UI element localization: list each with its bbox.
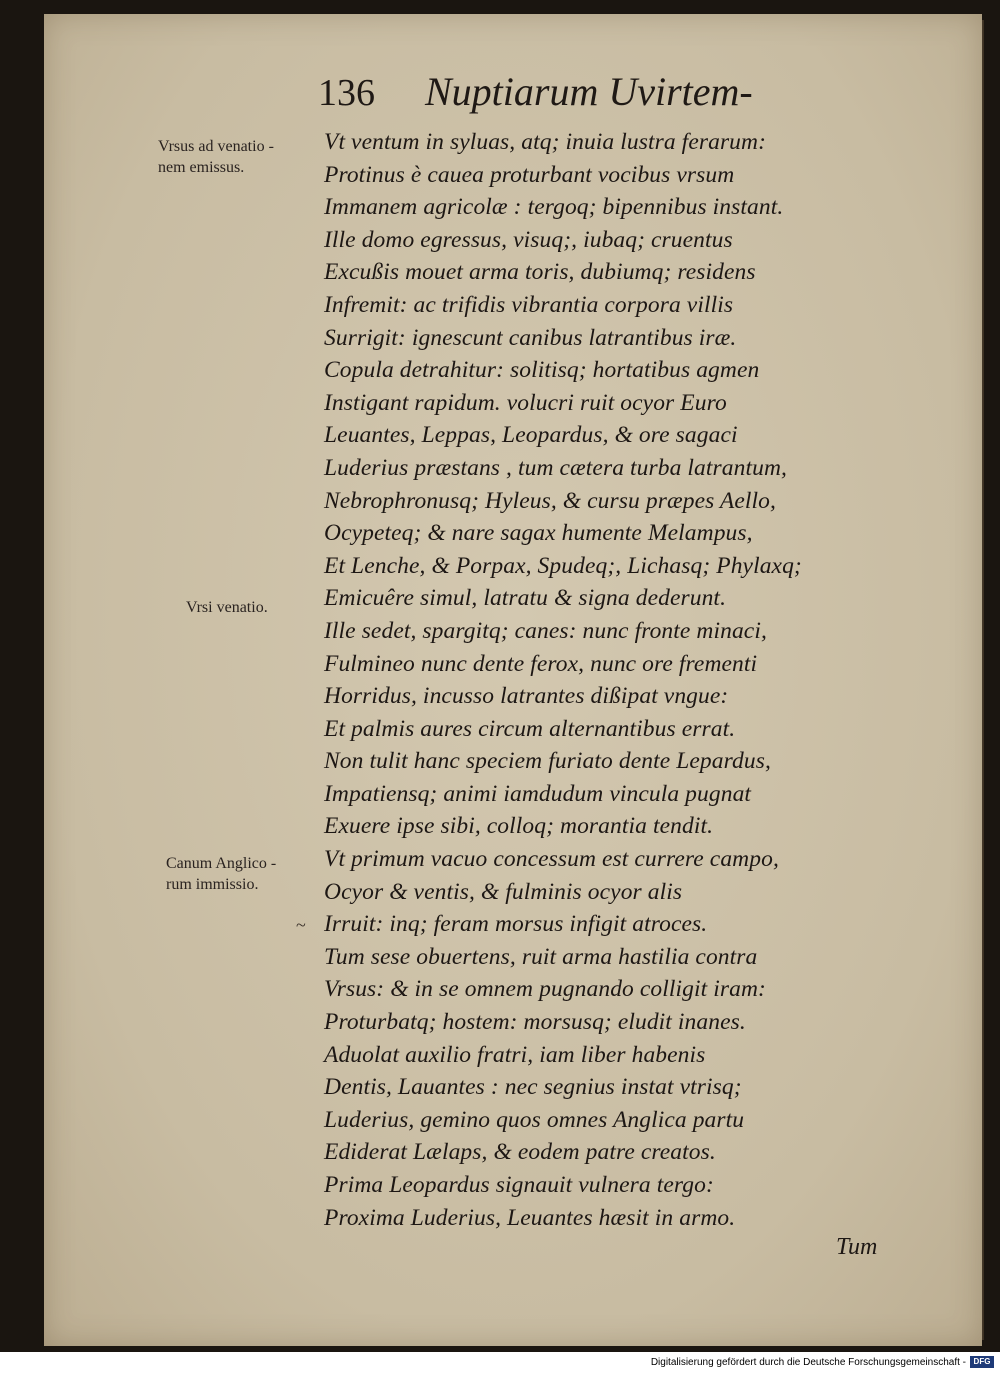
page-number: 136: [318, 72, 375, 114]
text-line: Instigant rapidum. volucri ruit ocyor Euro: [324, 389, 727, 416]
text-line: Impatiensq; animi iamdudum vincula pugnat: [324, 780, 752, 807]
text-line: Luderius præstans , tum cætera turba latrantum,: [324, 454, 787, 481]
text-line: Ocypeteq; & nare sagax humente Melampus,: [324, 520, 753, 547]
text-line: Immanem agricolæ : tergoq; bipennibus instant.: [324, 194, 784, 221]
running-title: Nuptiarum Uvirtem-: [425, 69, 753, 114]
text-line: Et Lenche, & Porpax, Spudeq;, Lichasq; Phylaxq;: [324, 552, 802, 579]
text-line: Vt ventum in syluas, atq; inuia lustra ferarum:: [324, 129, 767, 155]
text-line: Surrigit: ignescunt canibus latrantibus iræ.: [324, 324, 737, 351]
text-line: Infremit: ac trifidis vibrantia corpora villis: [324, 291, 734, 318]
text-line: Nebrophronusq; Hyleus, & cursu præpes Aello,: [324, 487, 776, 514]
poem-text: [324, 126, 884, 1234]
text-line: Irruit: inq; feram morsus infigit atroces.: [324, 911, 708, 938]
text-line: Fulmineo nunc dente ferox, nunc ore frementi: [324, 650, 758, 677]
marginal-note-line: Canum Anglico -: [166, 855, 277, 872]
text-line: Ille sedet, spargitq; canes: nunc fronte minaci,: [324, 617, 767, 644]
funding-credit: Digitalisierung gefördert durch die Deutsche Forschungsgemeinschaft -: [650, 1357, 966, 1368]
page-header: [318, 68, 753, 118]
text-line: Leuantes, Leppas, Leopardus, & ore sagaci: [324, 422, 738, 449]
text-line: Protinus è cauea proturbant vocibus vrsum: [324, 161, 735, 188]
text-line: Proturbatq; hostem: morsusq; eludit inanes.: [324, 1009, 746, 1036]
ink-mark: ~: [296, 915, 306, 935]
text-line: Vrsus: & in se omnem pugnando colligit iram:: [324, 976, 766, 1003]
marginal-note-line: Vrsi venatio.: [186, 599, 268, 616]
text-line: Emicuêre simul, latratu & signa dederunt.: [324, 585, 727, 612]
text-line: Ocyor & ventis, & fulminis ocyor alis: [324, 878, 683, 905]
text-line: Excußis mouet arma toris, dubiumq; residens: [324, 259, 756, 286]
text-line: Aduolat auxilio fratri, iam liber habenis: [324, 1041, 706, 1068]
footer-bar: [0, 1352, 1000, 1373]
text-line: Copula detrahitur: solitisq; hortatibus agmen: [324, 357, 760, 384]
text-line: Ille domo egressus, visuq;, iubaq; cruentus: [324, 226, 733, 253]
text-line: Luderius, gemino quos omnes Anglica partu: [324, 1106, 745, 1133]
text-line: Et palmis aures circum alternantibus errat.: [324, 715, 736, 742]
text-line: Dentis, Lauantes : nec segnius instat vtrisq;: [324, 1074, 742, 1101]
marginal-note-1: [158, 136, 328, 178]
text-line: Tum sese obuertens, ruit arma hastilia contra: [324, 943, 758, 970]
marginal-note-3: [166, 853, 336, 895]
marginal-note-line: rum immissio.: [166, 876, 259, 893]
text-line: Proxima Luderius, Leuantes hæsit in armo.: [324, 1204, 736, 1231]
text-line: Vt primum vacuo concessum est currere campo,: [324, 846, 779, 873]
text-line: Non tulit hanc speciem furiato dente Lepardus,: [324, 748, 771, 775]
dfg-logo: DFG: [970, 1356, 994, 1368]
text-line: Prima Leopardus signauit vulnera tergo:: [324, 1172, 714, 1198]
text-line: Exuere ipse sibi, colloq; morantia tendit.: [324, 813, 714, 840]
marginal-note-line: Vrsus ad venatio -: [158, 138, 274, 155]
text-line: Ediderat Lælaps, & eodem patre creatos.: [324, 1139, 716, 1166]
marginal-note-line: nem emissus.: [158, 159, 245, 176]
text-line: Horridus, incusso latrantes dißipat vngue:: [324, 683, 729, 710]
catchword: Tum: [836, 1234, 878, 1260]
